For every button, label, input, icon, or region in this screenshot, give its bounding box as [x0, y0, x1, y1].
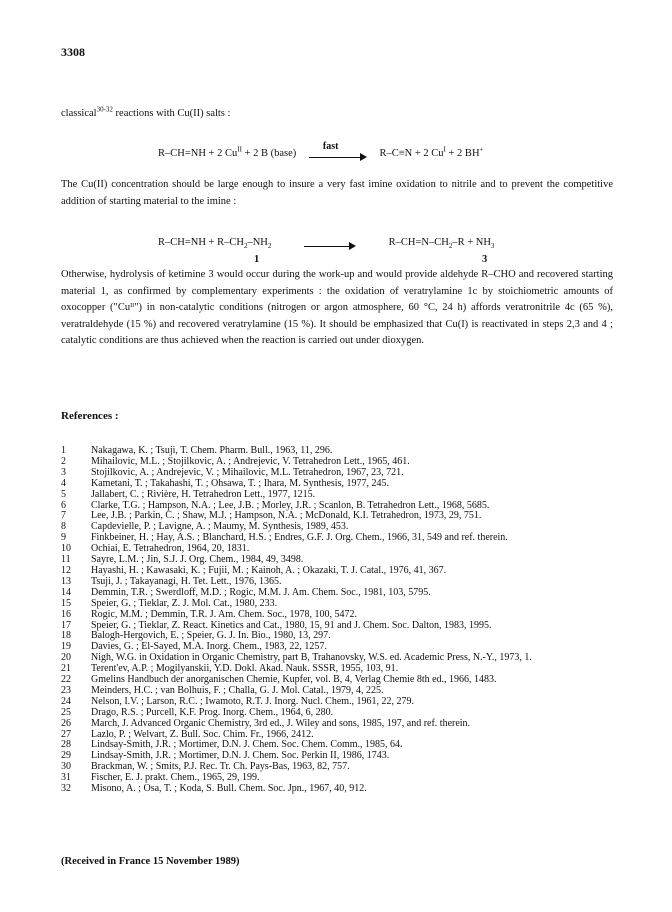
intro-suffix: reactions with Cu(II) salts :	[112, 108, 231, 119]
references-heading: References :	[61, 410, 119, 422]
reference-number: 18	[61, 630, 71, 642]
eq2-sub: 2	[243, 242, 248, 251]
reference-text: Ochiai, E. Tetrahedron, 1964, 20, 1831.	[91, 543, 250, 555]
paragraph-hydrolysis: Otherwise, hydrolysis of ketimine 3 would occur during the work-up and would provide aldehyde R–CHO and recovered starting material 1, as confirmed by complementary experiments : the oxidation of veratrylamine 1c by stoichiometric amounts of oxocopper ("Cuᴵᴵ") in non-catalytic conditions (nitrogen or argon atmosphere, 60 °C, 24 h) affords veratronitrile 4c (65 %), veratraldehyde (15 %) and recovered veratrylamine (15 %). It should be emphasized that Cu(I) is reactivated in steps 2,3 and 4 ; catalytic conditions are thus achieved when the reaction is carried out under dioxygen.	[61, 269, 613, 346]
eq1-left: R–CH=NH + 2 Cu	[158, 148, 238, 159]
reference-number: 26	[61, 717, 71, 729]
reference-number: 31	[61, 772, 71, 784]
compound-label-1: 1	[254, 254, 260, 265]
arrow-label: fast	[322, 141, 339, 152]
reference-number: 11	[61, 554, 71, 566]
reference-number: 30	[61, 761, 71, 773]
reference-number: 23	[61, 684, 71, 696]
reference-text: Speier, G. ; Tieklar, Z. J. Mol. Cat., 1980, 233.	[91, 597, 278, 609]
eq2-left: R–CH=NH + R–CH	[158, 237, 244, 248]
eq1-base: + 2 B (base)	[241, 148, 297, 159]
reference-text: Lindsay-Smith, J.R. ; Mortimer, D.N. J. Chem. Soc. Chem. Comm., 1985, 64.	[91, 739, 403, 751]
reference-number: 2	[61, 455, 66, 467]
eq1-cu-charge-right: I	[443, 145, 446, 154]
reference-number: 24	[61, 695, 71, 707]
reference-text: Mihailovic, M.L. ; Stojilkovic, A. ; Andrejevic, V. Tetrahedron Lett., 1965, 461.	[91, 455, 410, 467]
eq2-left2: –NH	[247, 237, 268, 248]
reference-number: 28	[61, 739, 71, 751]
reference-item	[61, 719, 621, 730]
reference-item	[61, 479, 621, 490]
paragraph-cu-concentration: The Cu(II) concentration should be large enough to insure a very fast imine oxidation to nitrile and to prevent the competitive addition of starting material to the imine :	[61, 179, 613, 207]
eq2-sub: 3	[490, 242, 495, 251]
eq1-bh: + 2 BH	[445, 148, 480, 159]
reference-number: 27	[61, 728, 71, 740]
reference-item	[61, 490, 621, 501]
eq2-sub: 2	[267, 242, 272, 251]
received-date: (Received in France 15 November 1989)	[61, 856, 240, 867]
reference-text: Speier, G. ; Tieklar, Z. React. Kinetics and Cat., 1980, 15, 91 and J. Chem. Soc. Dalton, 1983, 1995.	[91, 619, 492, 631]
reference-number: 7	[61, 510, 66, 522]
reference-text: Clarke, T.G. ; Hampson, N.A. ; Lee, J.B. ; Morley, J.R. ; Scanlon, B. Tetrahedron Lett., 1968, 5685.	[91, 499, 490, 511]
reference-text: Capdevielle, P. ; Lavigne, A. ; Maumy, M. Synthesis, 1989, 453.	[91, 521, 349, 533]
equation-addition	[158, 237, 495, 251]
reference-number: 29	[61, 750, 71, 762]
intro-line	[61, 105, 231, 119]
reference-text: Lindsay-Smith, J.R. ; Mortimer, D.N. J. Chem. Soc. Perkin II, 1986, 1743.	[91, 750, 390, 762]
reference-number: 10	[61, 543, 71, 555]
reference-number: 21	[61, 663, 71, 675]
reference-text: Gmelins Handbuch der anorganischen Chemie, Kupfer, vol. B, 4, Verlag Chemie 8th ed., 1966, 1483.	[91, 674, 497, 686]
reference-text: Sayre, L.M. ; Jin, S.J. J. Org. Chem., 1984, 49, 3498.	[91, 554, 304, 566]
intro-prefix: classical	[61, 108, 97, 119]
reference-text: Finkbeiner, H. ; Hay, A.S. ; Blanchard, H.S. ; Endres, G.F. J. Org. Chem., 1966, 31, 549 and ref. therein.	[91, 532, 508, 544]
reference-number: 6	[61, 499, 66, 511]
reference-text: Lazlo, P. ; Welvart, Z. Bull. Soc. Chim. Fr., 1966, 2412.	[91, 728, 314, 740]
reference-text: Rogic, M.M. ; Demmin, T.R. J. Am. Chem. Soc., 1978, 100, 5472.	[91, 608, 358, 620]
reference-number: 22	[61, 674, 71, 686]
reference-number: 14	[61, 586, 71, 598]
reference-text: Drago, R.S. ; Purcell, K.F. Prog. Inorg. Chem., 1964, 6, 280.	[91, 706, 334, 718]
reference-number: 15	[61, 597, 71, 609]
eq2-right: R–CH=N–CH	[388, 237, 449, 248]
reference-text: Nigh, W.G. in Oxidation in Organic Chemistry, part B, Trahanovsky, W.S. ed. Academic Press, N.-Y., 1973, 1.	[91, 652, 532, 664]
reference-number: 17	[61, 619, 71, 631]
reference-number: 16	[61, 608, 71, 620]
intro-citation: 30-32	[96, 105, 113, 114]
reference-text: Demmin, T.R. ; Swerdloff, M.D. ; Rogic, M.M. J. Am. Chem. Soc., 1981, 103, 5795.	[91, 586, 431, 598]
reference-number: 32	[61, 783, 71, 795]
reference-number: 8	[61, 521, 66, 533]
reference-number: 25	[61, 706, 71, 718]
reference-text: Misono, A. ; Osa, T. ; Koda, S. Bull. Chem. Soc. Jpn., 1967, 40, 912.	[91, 783, 367, 795]
reference-text: March, J. Advanced Organic Chemistry, 3rd ed., J. Wiley and sons, 1985, 197, and ref. therein.	[91, 717, 471, 729]
reference-text: Nelson, I.V. ; Larson, R.C. ; Iwamoto, R.T. J. Inorg. Nucl. Chem., 1961, 22, 279.	[91, 695, 415, 707]
references-list	[61, 446, 621, 795]
reference-number: 5	[61, 488, 66, 500]
eq2-sub: 2	[448, 242, 453, 251]
eq2-right2: –R + NH	[452, 237, 491, 248]
page-number: 3308	[61, 45, 85, 59]
compound-label-3: 3	[482, 254, 488, 265]
reference-text: Jallabert, C. ; Rivière, H. Tetrahedron Lett., 1977, 1215.	[91, 488, 316, 500]
reference-text: Lee, J.B. ; Parkin, C. ; Shaw, M.J. ; Hampson, N.A. ; McDonald, K.I. Tetrahedron, 1973, 29, 751.	[91, 510, 482, 522]
reference-text: Meinders, H.C. ; van Bolhuis, F. ; Challa, G. J. Mol. Catal., 1979, 4, 225.	[91, 684, 384, 696]
reference-number: 3	[61, 466, 66, 478]
reference-text: Fischer, E. J. prakt. Chem., 1965, 29, 199.	[91, 772, 260, 784]
reference-number: 20	[61, 652, 71, 664]
eq1-cu-charge: II	[237, 145, 242, 154]
reference-number: 19	[61, 641, 71, 653]
reference-number: 12	[61, 564, 71, 576]
reference-text: Balogh-Hergovich, E. ; Speier, G. J. In. Bio., 1980, 13, 297.	[91, 630, 331, 642]
reference-number: 13	[61, 575, 71, 587]
reference-text: Nakagawa, K. ; Tsuji, T. Chem. Pharm. Bull., 1963, 11, 296.	[91, 445, 333, 456]
reference-number: 4	[61, 477, 66, 489]
reference-text: Davies, G. ; El-Sayed, M.A. Inorg. Chem., 1983, 22, 1257.	[91, 641, 327, 653]
equation-oxidation	[158, 141, 484, 159]
eq1-bh-charge: +	[479, 145, 484, 154]
reference-text: Terent'ev, A.P. ; Mogilyanskii, Y.D. Dokl. Akad. Nauk. SSSR, 1955, 103, 91.	[91, 663, 399, 675]
reference-text: Hayashi, H. ; Kawasaki, K. ; Fujii, M. ; Kainoh, A. ; Okazaki, T. J. Catal., 1976, 41, 367.	[91, 564, 447, 576]
reference-item	[61, 599, 621, 610]
reference-text: Kametani, T. ; Takahashi, T. ; Ohsawa, T. ; Ihara, M. Synthesis, 1977, 245.	[91, 477, 389, 489]
reference-text: Stojilkovic, A. ; Andrejevic, V. ; Mihailovic, M.L. Tetrahedron, 1967, 23, 721.	[91, 466, 404, 478]
reference-item	[61, 610, 621, 621]
reference-text: Tsuji, J. ; Takayanagi, H. Tet. Lett., 1976, 1365.	[91, 575, 282, 587]
reference-number: 1	[61, 445, 66, 456]
reference-text: Brackman, W. ; Smits, P.J. Rec. Tr. Ch. Pays-Bas, 1963, 82, 757.	[91, 761, 350, 773]
eq1-right: R–C≡N + 2 Cu	[379, 148, 444, 159]
reference-item	[61, 784, 621, 795]
reference-number: 9	[61, 532, 66, 544]
